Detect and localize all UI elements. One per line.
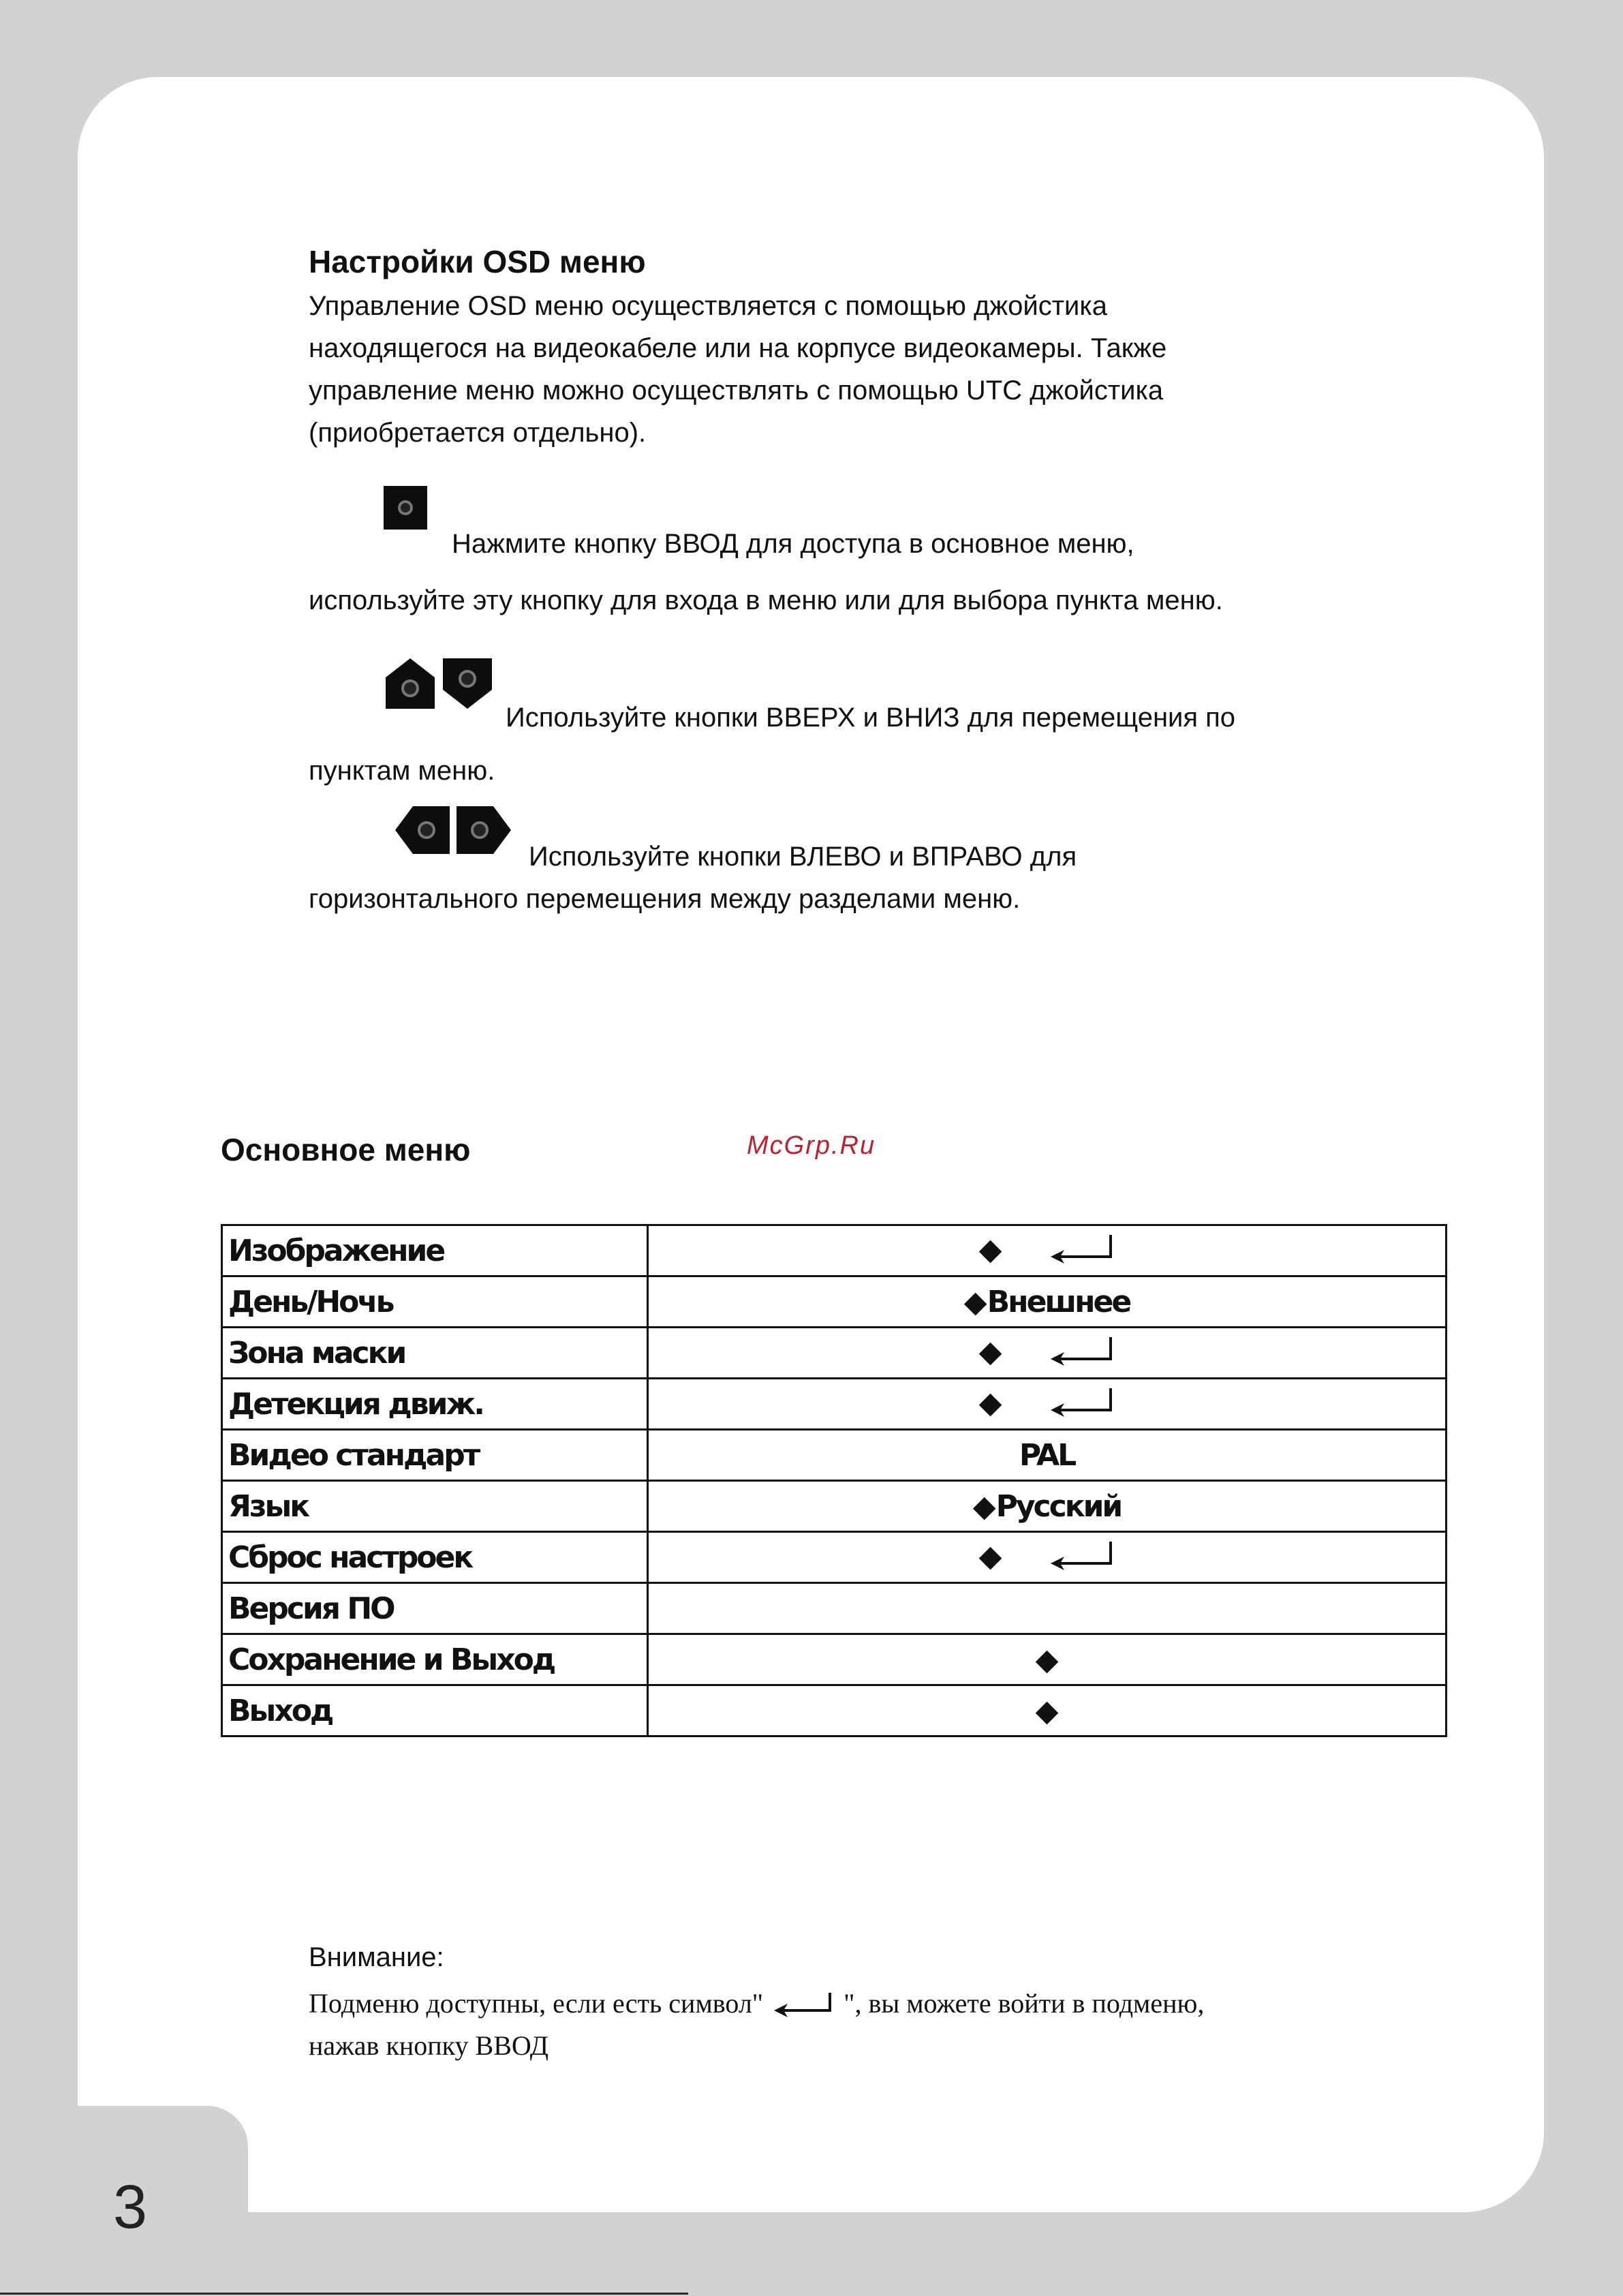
menu-row — [222, 1328, 1447, 1379]
menu-item-label: Язык — [222, 1481, 648, 1532]
watermark-text: McGrp.Ru — [747, 1131, 876, 1160]
up-button-icon — [386, 658, 435, 709]
menu-row — [222, 1276, 1447, 1328]
note-line2: нажав кнопку ВВОД — [309, 2030, 549, 2061]
diamond-icon: ◆ — [978, 1539, 1002, 1574]
diamond-icon: ◆ — [1035, 1642, 1059, 1677]
leftright-instruction-line2: горизонтального перемещения между разделами меню. — [309, 884, 1021, 914]
osd-paragraph-line: (приобретается отдельно). — [309, 418, 647, 448]
submenu-enter-icon — [1049, 1336, 1115, 1371]
note-text-after: ", вы можете войти в подменю, — [844, 1988, 1205, 2019]
menu-item-value-cell — [648, 1583, 1447, 1634]
menu-item-value-cell — [648, 1532, 1447, 1583]
osd-paragraph-line: Управление OSD меню осуществляется с помощью джойстика — [309, 291, 1107, 321]
menu-item-value: PAL — [1019, 1437, 1075, 1473]
right-button-icon — [457, 806, 511, 854]
leftright-instruction-line1: Используйте кнопки ВЛЕВО и ВПРАВО для — [529, 842, 1077, 872]
menu-row — [222, 1379, 1447, 1430]
menu-item-value: Внешнее — [987, 1284, 1130, 1319]
diamond-icon: ◆ — [972, 1488, 996, 1524]
diamond-icon: ◆ — [978, 1334, 1002, 1369]
menu-item-value-cell — [648, 1430, 1447, 1481]
submenu-enter-icon — [1049, 1234, 1115, 1269]
page-number-tab — [78, 2106, 248, 2283]
osd-paragraph-line: находящегося на видеокабеле или на корпусе видеокамеры. Также — [309, 333, 1167, 363]
note-block — [309, 1942, 1467, 2067]
menu-item-value-cell — [648, 1481, 1447, 1532]
menu-row — [222, 1225, 1447, 1276]
submenu-enter-icon — [1049, 1540, 1115, 1576]
diamond-icon: ◆ — [963, 1284, 987, 1319]
note-title: Внимание: — [309, 1942, 444, 1972]
enter-instruction-line2: используйте эту кнопку для входа в меню или для выбора пункта меню. — [309, 585, 1223, 615]
diamond-icon: ◆ — [978, 1232, 1002, 1267]
note-text-before: Подменю доступны, если есть символ" — [309, 1988, 764, 2019]
menu-row — [222, 1532, 1447, 1583]
osd-intro — [309, 239, 1372, 454]
menu-item-value-cell — [648, 1634, 1447, 1685]
menu-item-label: Выход — [222, 1685, 648, 1736]
menu-row — [222, 1634, 1447, 1685]
menu-item-label: Изображение — [222, 1225, 648, 1276]
menu-row — [222, 1481, 1447, 1532]
bottom-rule — [0, 2293, 688, 2295]
osd-paragraph-line: управление меню можно осуществлять с помощью UTC джойстика — [309, 376, 1164, 405]
enter-instruction-line1: Нажмите кнопку ВВОД для доступа в основное меню, — [452, 529, 1134, 559]
note-line1 — [309, 1983, 1467, 2025]
menu-item-label: Детекция движ. — [222, 1379, 648, 1430]
menu-item-value-cell — [648, 1379, 1447, 1430]
menu-item-value-cell — [648, 1685, 1447, 1736]
page-number: 3 — [113, 2173, 148, 2241]
left-button-icon — [395, 806, 450, 854]
menu-item-label: Сброс настроек — [222, 1532, 648, 1583]
menu-item-label: Видео стандарт — [222, 1430, 648, 1481]
menu-item-label: Версия ПО — [222, 1583, 648, 1634]
menu-item-value: Русский — [995, 1488, 1122, 1524]
down-button-icon — [443, 658, 492, 709]
diamond-icon: ◆ — [978, 1386, 1002, 1420]
menu-item-value-cell — [648, 1276, 1447, 1328]
enter-arrow-icon — [773, 1991, 834, 2021]
menu-item-label: День/Ночь — [222, 1276, 648, 1328]
enter-button-icon — [384, 486, 427, 530]
menu-row — [222, 1583, 1447, 1634]
main-menu-table — [221, 1224, 1447, 1737]
menu-item-label: Сохранение и Выход — [222, 1634, 648, 1685]
menu-item-value-cell — [648, 1328, 1447, 1379]
menu-item-label: Зона маски — [222, 1328, 648, 1379]
main-menu-heading: Основное меню — [221, 1132, 471, 1167]
submenu-enter-icon — [1049, 1387, 1115, 1422]
updown-instruction-line2: пунктам меню. — [309, 756, 495, 786]
diamond-icon: ◆ — [1035, 1693, 1059, 1728]
updown-instruction-line1: Используйте кнопки ВВЕРХ и ВНИЗ для перемещения по — [506, 703, 1236, 733]
menu-row — [222, 1685, 1447, 1736]
menu-row — [222, 1430, 1447, 1481]
menu-item-value-cell — [648, 1225, 1447, 1276]
osd-heading: Настройки OSD меню — [309, 244, 646, 279]
